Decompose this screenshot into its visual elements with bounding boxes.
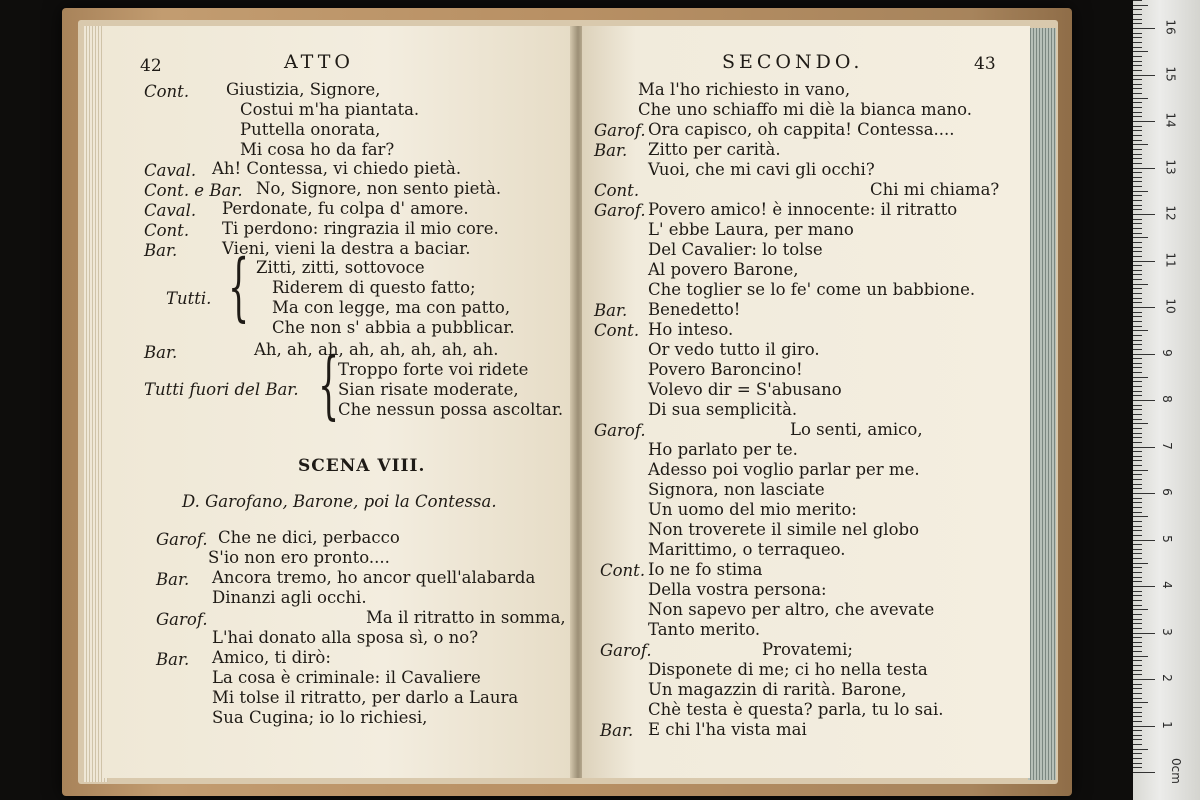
verse-line: Ho parlato per te. xyxy=(648,440,798,459)
ruler-label: 16 xyxy=(1163,19,1178,35)
left-brace: { xyxy=(318,342,340,428)
ruler-tick xyxy=(1133,242,1142,243)
ruler-tick xyxy=(1133,507,1142,508)
ruler-tick xyxy=(1133,433,1142,434)
ruler-tick xyxy=(1133,684,1142,685)
ruler-tick xyxy=(1133,763,1142,764)
ruler-tick xyxy=(1133,391,1142,392)
ruler-tick xyxy=(1133,98,1148,99)
ruler-tick xyxy=(1133,619,1142,620)
ruler-label: 0cm xyxy=(1168,758,1183,784)
ruler-tick xyxy=(1133,326,1142,327)
ruler-tick xyxy=(1133,600,1142,601)
speaker-label: Bar. xyxy=(594,301,628,320)
ruler-tick xyxy=(1133,61,1142,62)
verse-line: Volevo dir = S'abusano xyxy=(648,380,842,399)
verse-line: Di sua semplicità. xyxy=(648,400,798,419)
ruler-tick xyxy=(1133,344,1142,345)
ruler-tick xyxy=(1133,28,1155,29)
ruler-tick xyxy=(1133,451,1142,452)
verse-line: S'io non ero pronto.... xyxy=(208,548,390,567)
ruler-tick xyxy=(1133,302,1142,303)
ruler-tick xyxy=(1133,149,1142,150)
ruler-tick xyxy=(1133,558,1142,559)
verse-line: Che nessun possa ascoltar. xyxy=(338,400,564,419)
ruler-tick xyxy=(1133,721,1142,722)
ruler-tick xyxy=(1133,288,1142,289)
speaker-label: Caval. xyxy=(144,201,197,220)
verse-line: Mi tolse il ritratto, per darlo a Laura xyxy=(212,688,519,707)
verse-line: Zitto per carità. xyxy=(648,140,781,159)
left-page-number: 42 xyxy=(140,56,162,76)
ruler-tick xyxy=(1133,42,1142,43)
ruler-tick xyxy=(1133,279,1142,280)
ruler-tick xyxy=(1133,470,1148,471)
ruler-tick xyxy=(1133,144,1148,145)
ruler-tick xyxy=(1133,484,1142,485)
ruler-tick xyxy=(1133,163,1142,164)
speaker-label: Garof. xyxy=(594,121,646,140)
ruler-tick xyxy=(1133,646,1142,647)
ruler-tick xyxy=(1133,670,1142,671)
ruler-label: 15 xyxy=(1163,65,1178,82)
ruler-label: 1 xyxy=(1159,720,1174,729)
ruler-label: 3 xyxy=(1159,627,1174,636)
ruler-tick xyxy=(1133,423,1148,424)
ruler-tick xyxy=(1133,5,1148,6)
ruler-tick xyxy=(1133,674,1142,675)
verse-line: Puttella onorata, xyxy=(240,120,381,139)
ruler-tick xyxy=(1133,767,1142,768)
verse-line: Riderem di questo fatto; xyxy=(272,278,476,297)
verse-line: Vieni, vieni la destra a baciar. xyxy=(222,239,471,258)
verse-line: Ma il ritratto in somma, xyxy=(366,608,566,627)
verse-line: Sua Cugina; io lo richiesi, xyxy=(212,708,428,727)
ruler-tick xyxy=(1133,293,1142,294)
ruler-tick xyxy=(1133,19,1142,20)
verse-line: E chi l'ha vista mai xyxy=(648,720,807,739)
ruler-label: 13 xyxy=(1163,158,1178,175)
ruler-tick xyxy=(1133,84,1142,85)
verse-line: Lo senti, amico, xyxy=(790,420,923,439)
speaker-label: Cont. e Bar. xyxy=(144,181,243,200)
ruler-tick xyxy=(1133,772,1155,773)
ruler-tick xyxy=(1133,354,1155,355)
verse-line: Mi cosa ho da far? xyxy=(240,140,395,159)
verse-line: Perdonate, fu colpa d' amore. xyxy=(222,199,469,218)
ruler-tick xyxy=(1133,665,1142,666)
speaker-label: Garof. xyxy=(600,641,652,660)
ruler-tick xyxy=(1133,186,1142,187)
ruler-tick xyxy=(1133,209,1142,210)
ruler-tick xyxy=(1133,395,1142,396)
ruler-tick xyxy=(1133,642,1142,643)
ruler-tick xyxy=(1133,70,1142,71)
ruler-tick xyxy=(1133,521,1142,522)
ruler-tick xyxy=(1133,614,1142,615)
ruler-tick xyxy=(1133,233,1142,234)
ruler-tick xyxy=(1133,623,1142,624)
ruler-label: 14 xyxy=(1163,112,1178,128)
verse-line: Che ne dici, perbacco xyxy=(218,528,400,547)
ruler-tick xyxy=(1133,749,1148,750)
ruler-tick xyxy=(1133,172,1142,173)
ruler-tick xyxy=(1133,126,1142,127)
right-page xyxy=(582,26,1030,778)
ruler-tick xyxy=(1133,637,1142,638)
ruler-label: 11 xyxy=(1163,251,1178,268)
ruler-tick xyxy=(1133,274,1142,275)
ruler-tick xyxy=(1133,549,1142,550)
verse-line: Ma l'ho richiesto in vano, xyxy=(638,80,851,99)
ruler-tick xyxy=(1133,702,1148,703)
ruler-tick xyxy=(1133,316,1142,317)
ruler-tick xyxy=(1133,540,1155,541)
ruler-tick xyxy=(1133,595,1142,596)
verse-line: Vuoi, che mi cavi gli occhi? xyxy=(648,160,875,179)
ruler-tick xyxy=(1133,605,1142,606)
ruler-tick xyxy=(1133,651,1142,652)
verse-line: Ancora tremo, ho ancor quell'alabarda xyxy=(212,568,536,587)
ruler-tick xyxy=(1133,102,1142,103)
speaker-label: Cont. xyxy=(144,82,190,101)
verse-line: Del Cavalier: lo tolse xyxy=(648,240,823,259)
ruler-tick xyxy=(1133,312,1142,313)
ruler-label: 6 xyxy=(1159,488,1174,496)
ruler-tick xyxy=(1133,284,1148,285)
ruler-tick xyxy=(1133,693,1142,694)
ruler-tick xyxy=(1133,498,1142,499)
ruler-tick xyxy=(1133,205,1142,206)
speaker-label: Garof. xyxy=(156,530,208,549)
speaker-label: Garof. xyxy=(594,201,646,220)
ruler-tick xyxy=(1133,363,1142,364)
ruler-tick xyxy=(1133,88,1142,89)
verse-line: L' ebbe Laura, per mano xyxy=(648,220,854,239)
verse-line: Ma con legge, ma con patto, xyxy=(272,298,511,317)
ruler-tick xyxy=(1133,656,1148,657)
speaker-label: Cont. xyxy=(594,321,640,340)
ruler-label: 12 xyxy=(1163,205,1178,221)
right-page-header: SECONDO. xyxy=(722,51,864,73)
ruler-tick xyxy=(1133,191,1148,192)
left-page xyxy=(104,26,574,778)
ruler-label: 2 xyxy=(1159,674,1174,682)
verse-line: Che non s' abbia a pubblicar. xyxy=(272,318,515,337)
scene-title: SCENA VIII. xyxy=(298,456,426,476)
ruler-tick xyxy=(1133,716,1142,717)
ruler-tick xyxy=(1133,758,1142,759)
ruler-tick xyxy=(1133,609,1148,610)
ruler-tick xyxy=(1133,400,1155,401)
ruler-tick xyxy=(1133,437,1142,438)
ruler-tick xyxy=(1133,707,1142,708)
ruler-tick xyxy=(1133,79,1142,80)
ruler-tick xyxy=(1133,712,1142,713)
ruler-tick xyxy=(1133,223,1142,224)
ruler-tick xyxy=(1133,168,1155,169)
left-page-header: ATTO xyxy=(284,51,354,73)
ruler-tick xyxy=(1133,726,1155,727)
speaker-label: Tutti. xyxy=(166,289,212,308)
ruler-tick xyxy=(1133,493,1155,494)
verse-line: Della vostra persona: xyxy=(648,580,827,599)
speaker-label: Bar. xyxy=(144,343,178,362)
ruler-tick xyxy=(1133,307,1155,308)
ruler-tick xyxy=(1133,502,1142,503)
ruler-label: 4 xyxy=(1159,581,1174,589)
right-page-number: 43 xyxy=(974,54,996,74)
ruler-tick xyxy=(1133,414,1142,415)
ruler-tick xyxy=(1133,474,1142,475)
verse-line: Marittimo, o terraqueo. xyxy=(648,540,846,559)
ruler-tick xyxy=(1133,247,1142,248)
ruler-tick xyxy=(1133,256,1142,257)
speaker-label: Cont. xyxy=(144,221,190,240)
verse-line: Un uomo del mio merito: xyxy=(648,500,857,519)
verse-line: Giustizia, Signore, xyxy=(226,80,381,99)
ruler-tick xyxy=(1133,75,1155,76)
ruler-tick xyxy=(1133,37,1142,38)
ruler-tick xyxy=(1133,679,1155,680)
ruler-tick xyxy=(1133,428,1142,429)
ruler-tick xyxy=(1133,367,1142,368)
ruler-tick xyxy=(1133,409,1142,410)
ruler-tick xyxy=(1133,386,1142,387)
verse-line: Dinanzi agli occhi. xyxy=(212,588,367,607)
ruler-tick xyxy=(1133,335,1142,336)
ruler-tick xyxy=(1133,181,1142,182)
ruler-tick xyxy=(1133,158,1142,159)
speaker-label: Bar. xyxy=(156,650,190,669)
verse-line: Disponete di me; ci ho nella testa xyxy=(648,660,928,679)
ruler-label: 10 xyxy=(1163,298,1178,314)
verse-line: No, Signore, non sento pietà. xyxy=(256,179,502,198)
speaker-label: Bar. xyxy=(156,570,190,589)
ruler-tick xyxy=(1133,112,1142,113)
ruler-tick xyxy=(1133,51,1148,52)
ruler-tick xyxy=(1133,47,1142,48)
ruler-tick xyxy=(1133,200,1142,201)
ruler-tick xyxy=(1133,340,1142,341)
ruler-tick xyxy=(1133,135,1142,136)
ruler-tick xyxy=(1133,381,1142,382)
ruler-tick xyxy=(1133,730,1142,731)
ruler-tick xyxy=(1133,9,1142,10)
ruler-tick xyxy=(1133,456,1142,457)
verse-line: Ah! Contessa, vi chiedo pietà. xyxy=(212,159,462,178)
ruler-tick xyxy=(1133,460,1142,461)
ruler-tick xyxy=(1133,572,1142,573)
ruler-tick xyxy=(1133,56,1142,57)
speaker-label: Tutti fuori del Bar. xyxy=(144,380,299,399)
left-brace: { xyxy=(228,244,250,330)
ruler-tick xyxy=(1133,577,1142,578)
ruler-label: 7 xyxy=(1159,441,1174,450)
ruler-tick xyxy=(1133,228,1142,229)
verse-line: Non sapevo per altro, che avevate xyxy=(648,600,935,619)
verse-line: Povero Baroncino! xyxy=(648,360,803,379)
ruler-tick xyxy=(1133,744,1142,745)
ruler-label: 5 xyxy=(1159,534,1174,543)
ruler-tick xyxy=(1133,739,1142,740)
ruler-tick xyxy=(1133,140,1142,141)
ruler-tick xyxy=(1133,177,1142,178)
ruler-tick xyxy=(1133,419,1142,420)
scene-characters: D. Garofano, Barone, poi la Contessa. xyxy=(182,492,497,511)
ruler-tick xyxy=(1133,330,1148,331)
verse-line: Ora capisco, oh cappita! Contessa.... xyxy=(648,120,955,139)
ruler-tick xyxy=(1133,358,1142,359)
ruler-tick xyxy=(1133,321,1142,322)
ruler-tick xyxy=(1133,586,1155,587)
speaker-label: Bar. xyxy=(600,721,634,740)
verse-line: Adesso poi voglio parlar per me. xyxy=(648,460,920,479)
ruler-tick xyxy=(1133,488,1142,489)
ruler-tick xyxy=(1133,349,1142,350)
verse-line: Che uno schiaffo mi diè la bianca mano. xyxy=(638,100,973,119)
ruler-tick xyxy=(1133,753,1142,754)
verse-line: La cosa è criminale: il Cavaliere xyxy=(212,668,481,687)
verse-line: Sian risate moderate, xyxy=(338,380,519,399)
ruler-tick xyxy=(1133,479,1142,480)
speaker-label: Caval. xyxy=(144,161,197,180)
ruler-tick xyxy=(1133,563,1148,564)
verse-line: Ti perdono: ringrazia il mio core. xyxy=(222,219,499,238)
speaker-label: Garof. xyxy=(594,421,646,440)
verse-line: Signora, non lasciate xyxy=(648,480,825,499)
verse-line: Povero amico! è innocente: il ritratto xyxy=(648,200,958,219)
speaker-label: Bar. xyxy=(144,241,178,260)
verse-line: Al povero Barone, xyxy=(648,260,799,279)
verse-line: Benedetto! xyxy=(648,300,741,319)
verse-line: Chi mi chiama? xyxy=(870,180,1000,199)
verse-line: Ho inteso. xyxy=(648,320,734,339)
ruler-tick xyxy=(1133,195,1142,196)
verse-line: Io ne fo stima xyxy=(648,560,763,579)
speaker-label: Cont. xyxy=(600,561,646,580)
ruler-tick xyxy=(1133,130,1142,131)
ruler-tick xyxy=(1133,530,1142,531)
speaker-label: Cont. xyxy=(594,181,640,200)
ruler-tick xyxy=(1133,219,1142,220)
speaker-label: Garof. xyxy=(156,610,208,629)
ruler-tick xyxy=(1133,633,1155,634)
ruler-tick xyxy=(1133,93,1142,94)
ruler-tick xyxy=(1133,442,1142,443)
verse-line: Che toglier se lo fe' come un babbione. xyxy=(648,280,976,299)
ruler-tick xyxy=(1133,154,1142,155)
ruler-tick xyxy=(1133,214,1155,215)
ruler-tick xyxy=(1133,591,1142,592)
verse-line: Troppo forte voi ridete xyxy=(338,360,529,379)
verse-line: Tanto merito. xyxy=(648,620,761,639)
verse-line: Provatemi; xyxy=(762,640,853,659)
ruler-tick xyxy=(1133,237,1148,238)
ruler-tick xyxy=(1133,544,1142,545)
ruler-tick xyxy=(1133,512,1142,513)
measuring-ruler xyxy=(1133,0,1200,800)
verse-line: L'hai donato alla sposa sì, o no? xyxy=(212,628,479,647)
verse-line: Or vedo tutto il giro. xyxy=(648,340,820,359)
speaker-label: Bar. xyxy=(594,141,628,160)
ruler-tick xyxy=(1133,261,1155,262)
ruler-tick xyxy=(1133,581,1142,582)
ruler-tick xyxy=(1133,526,1142,527)
ruler-tick xyxy=(1133,0,1142,1)
verse-line: Costui m'ha piantata. xyxy=(240,100,420,119)
verse-line: Non troverete il simile nel globo xyxy=(648,520,920,539)
ruler-tick xyxy=(1133,660,1142,661)
verse-line: Chè testa è questa? parla, tu lo sai. xyxy=(648,700,944,719)
verse-line: Amico, ti dirò: xyxy=(212,648,331,667)
verse-line: Ah, ah, ah, ah, ah, ah, ah, ah. xyxy=(254,340,499,359)
ruler-tick xyxy=(1133,516,1148,517)
ruler-tick xyxy=(1133,628,1142,629)
right-page-stack xyxy=(1028,28,1056,780)
ruler-tick xyxy=(1133,33,1142,34)
verse-line: Un magazzin di rarità. Barone, xyxy=(648,680,907,699)
ruler-tick xyxy=(1133,377,1148,378)
ruler-tick xyxy=(1133,298,1142,299)
verse-line: Zitti, zitti, sottovoce xyxy=(256,258,425,277)
ruler-tick xyxy=(1133,372,1142,373)
ruler-tick xyxy=(1133,553,1142,554)
ruler-tick xyxy=(1133,65,1142,66)
ruler-tick xyxy=(1133,107,1142,108)
ruler-tick xyxy=(1133,735,1142,736)
ruler-tick xyxy=(1133,251,1142,252)
ruler-tick xyxy=(1133,698,1142,699)
ruler-tick xyxy=(1133,405,1142,406)
ruler-tick xyxy=(1133,535,1142,536)
ruler-tick xyxy=(1133,23,1142,24)
ruler-tick xyxy=(1133,121,1155,122)
ruler-label: 8 xyxy=(1159,395,1174,403)
ruler-tick xyxy=(1133,688,1142,689)
ruler-tick xyxy=(1133,465,1142,466)
ruler-tick xyxy=(1133,447,1155,448)
ruler-tick xyxy=(1133,270,1142,271)
ruler-tick xyxy=(1133,567,1142,568)
ruler-label: 9 xyxy=(1159,348,1174,357)
ruler-tick xyxy=(1133,14,1142,15)
ruler-tick xyxy=(1133,265,1142,266)
ruler-tick xyxy=(1133,116,1142,117)
